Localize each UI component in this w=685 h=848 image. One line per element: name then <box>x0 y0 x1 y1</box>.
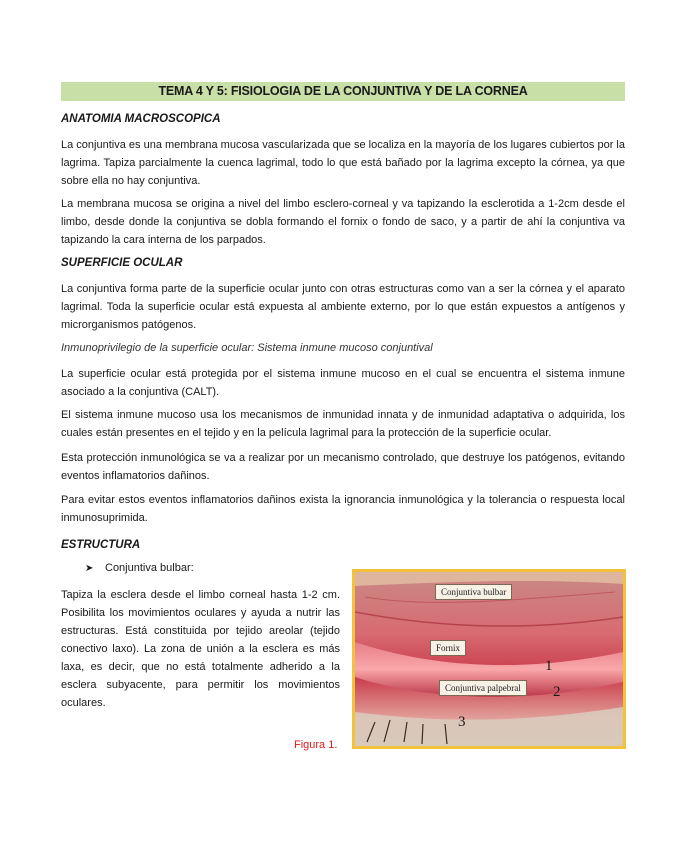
page-title: TEMA 4 Y 5: FISIOLOGIA DE LA CONJUNTIVA Y DE LA CORNEA <box>61 82 625 101</box>
heading-superficie: SUPERFICIE OCULAR <box>61 257 183 269</box>
paragraph-anatomia-2: La membrana mucosa se origina a nivel del limbo esclero-corneal y va tapizando la esclerotida a 1-2cm desde el limbo, desde donde la conjuntiva se dobla formando el fornix o fondo de saco, y a partir de ahí la conjuntiva va tapizando la cara interna de los parpados. <box>61 198 625 246</box>
label-fornix: Fornix <box>430 640 466 656</box>
figure-number-1: 1 <box>545 658 553 674</box>
paragraph-superficie-4: Esta protección inmunológica se va a realizar por un mecanismo controlado, que destruye los patógenos, evitando eventos inflamatorios dañinos. <box>61 452 625 482</box>
heading-estructura: ESTRUCTURA <box>61 539 141 551</box>
label-conjuntiva-palpebral: Conjuntiva palpebral <box>439 680 527 696</box>
figure-number-3: 3 <box>458 714 466 730</box>
bullet-label: Conjuntiva bulbar: <box>105 562 194 574</box>
paragraph-superficie-1: La conjuntiva forma parte de la superficie ocular junto con otras estructuras como van a ser la córnea y el aparato lagrimal. Toda la superficie ocular está expuesta al ambiente externo, por lo que están expuestos a antígenos y microrganismos patógenos. <box>61 283 625 331</box>
bullet-conjuntiva-bulbar <box>85 562 194 574</box>
paragraph-estructura-1: Tapiza la esclera desde el limbo corneal hasta 1-2 cm. Posibilita los movimientos oculares y ayuda a nutrir las estructuras. Está constituida por tejido areolar (tejido conectivo laxo). La zona de unión a la esclera es más laxa, es decir, que no está totalmente adherido a la esclera subyacente, para permitir los movimientos oculares. <box>61 589 340 709</box>
paragraph-superficie-3: El sistema inmune mucoso usa los mecanismos de inmunidad innata y de inmunidad adaptativa o adquirida, los cuales están presentes en el tejido y en la película lagrimal para la protección de la superficie ocular. <box>61 409 625 439</box>
figure-conjuntiva-photo <box>352 569 626 749</box>
paragraph-anatomia-1: La conjuntiva es una membrana mucosa vascularizada que se localiza en la mayoría de los lugares cubiertos por la lagrima. Tapiza parcialmente la cuenca lagrimal, todo lo que está bañado por la lagrima excepto la córnea, ya que sobre ella no hay conjuntiva. <box>61 139 625 187</box>
heading-anatomia: ANATOMIA MACROSCOPICA <box>61 113 221 125</box>
paragraph-superficie-5: Para evitar estos eventos inflamatorios dañinos exista la ignorancia inmunológica y la tolerancia o respuesta local inmunosuprimida. <box>61 494 625 524</box>
label-conjuntiva-bulbar: Conjuntiva bulbar <box>435 584 512 600</box>
arrow-bullet-icon: ➤ <box>85 563 94 574</box>
figure-caption: Figura 1. <box>294 739 338 751</box>
subheading-inmunoprivilegio: Inmunoprivilegio de la superficie ocular: Sistema inmune mucoso conjuntival <box>61 342 433 354</box>
figure-number-2: 2 <box>553 684 561 700</box>
paragraph-superficie-2: La superficie ocular está protegida por el sistema inmune mucoso en el cual se encuentra el sistema inmune asociado a la conjuntiva (CALT). <box>61 368 625 398</box>
